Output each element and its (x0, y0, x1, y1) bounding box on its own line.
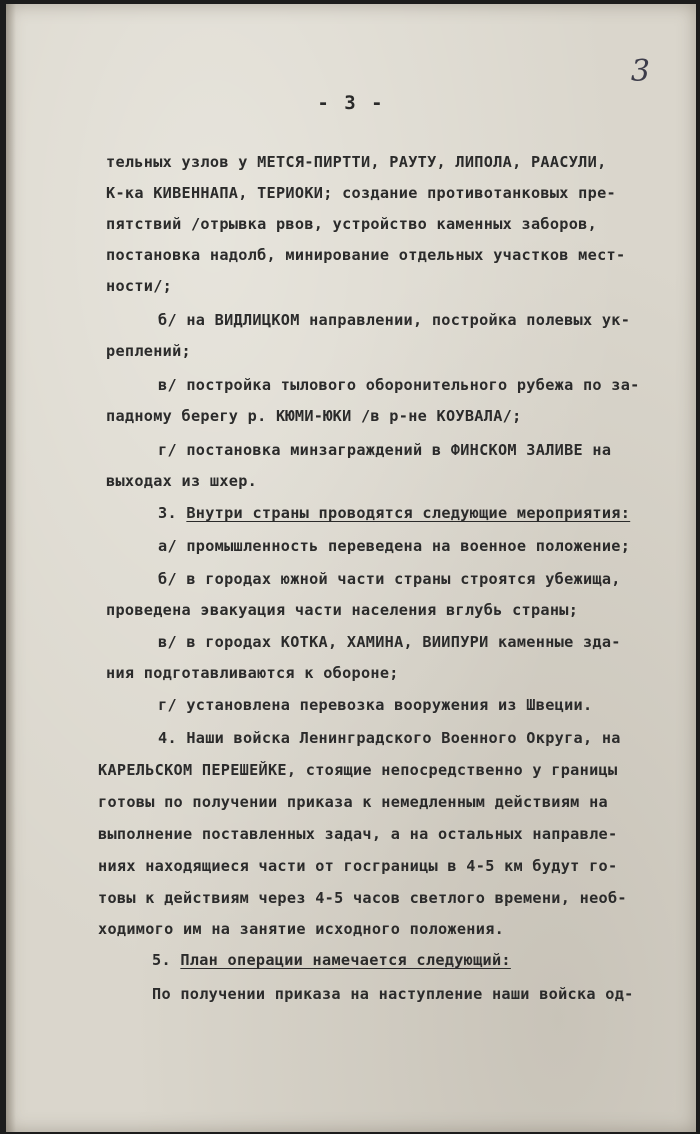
section-5-title: План операции намечается следующий: (180, 951, 511, 969)
handwritten-folio-number: 3 (630, 54, 650, 89)
text-line: тельных узлов у МЕТСЯ-ПИРТТИ, РАУТУ, ЛИПОЛА, РААСУЛИ, (106, 153, 607, 171)
text-line: ности/; (106, 277, 173, 295)
section-5-number: 5. (152, 951, 181, 969)
section-3-heading (158, 501, 630, 525)
text-line: По получении приказа на наступление наши войска од- (152, 985, 634, 1003)
text-line: товы к действиям через 4-5 часов светлого времени, необ- (98, 889, 627, 907)
section-3-number: 3. (158, 504, 187, 522)
text-line: выполнение поставленных задач, а на остальных направле- (98, 825, 618, 843)
text-line: постановка надолб, минирование отдельных участков мест- (106, 246, 626, 264)
text-line: готовы по получении приказа к немедленным действиям на (98, 793, 608, 811)
text-line: КАРЕЛЬСКОМ ПЕРЕШЕЙКЕ, стоящие непосредственно у границы (98, 761, 618, 779)
text-line: выходах из шхер. (106, 472, 258, 490)
document-body (6, 4, 696, 1132)
text-line: ния подготавливаются к обороне; (106, 664, 399, 682)
text-line: ниях находящиеся части от госграницы в 4-5 км будут го- (98, 857, 618, 875)
text-line: 4. Наши войска Ленинградского Военного Округа, на (158, 729, 621, 747)
text-line: в/ в городах КОТКА, ХАМИНА, ВИИПУРИ каменные зда- (158, 633, 621, 651)
section-3-title: Внутри страны проводятся следующие мероприятия: (186, 504, 631, 522)
text-line: реплений; (106, 342, 191, 360)
text-line: в/ постройка тылового оборонительного рубежа по за- (158, 376, 640, 394)
text-line: К-ка КИВЕННАПА, ТЕРИОКИ; создание противотанковых пре- (106, 184, 616, 202)
text-line: г/ постановка минзаграждений в ФИНСКОМ ЗАЛИВЕ на (158, 441, 612, 459)
document-page (6, 4, 696, 1132)
text-line: а/ промышленность переведена на военное положение; (158, 537, 631, 555)
text-line: б/ на ВИДЛИЦКОМ направлении, постройка полевых ук- (158, 311, 631, 329)
text-line: пятствий /отрывка рвов, устройство каменных заборов, (106, 215, 598, 233)
text-line: ходимого им на занятие исходного положения. (98, 920, 505, 938)
text-line: проведена эвакуация части населения вглубь страны; (106, 601, 579, 619)
section-5-heading (152, 948, 511, 972)
page-number: - 3 - (317, 92, 385, 114)
text-line: г/ установлена перевозка вооружения из Швеции. (158, 696, 593, 714)
text-line: б/ в городах южной части страны строятся убежища, (158, 570, 621, 588)
text-line: падному берегу р. КЮМИ-ЮКИ /в р-не КОУВАЛА/; (106, 407, 522, 425)
